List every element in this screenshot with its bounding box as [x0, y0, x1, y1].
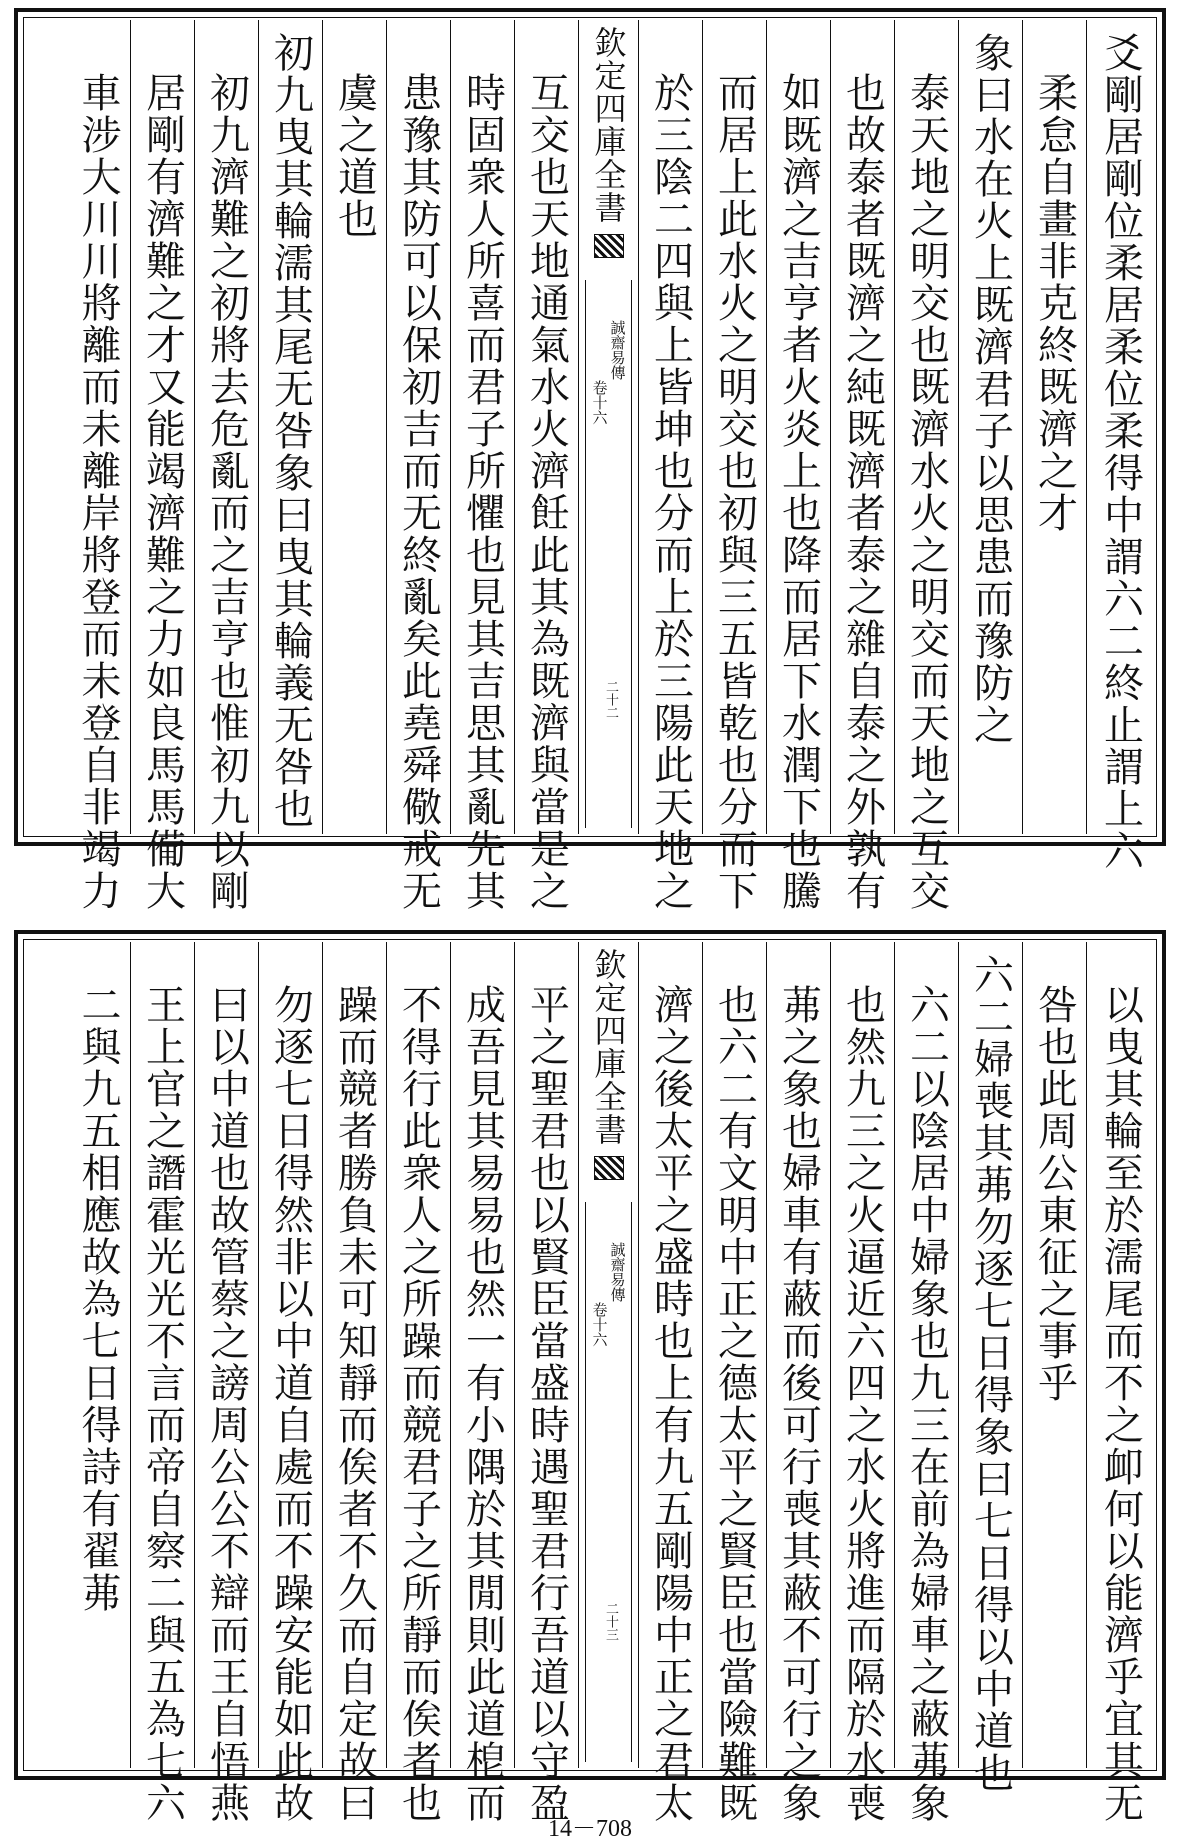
text-column [702, 942, 766, 1824]
column-text: 六二以陰居中婦象也九三在前為婦車之蔽茀象 [903, 984, 950, 1824]
column-text: 濟之後太平之盛時也上有九五剛陽中正之君太 [647, 984, 694, 1824]
column-text: 曰以中道也故管蔡之謗周公公不辯而王自悟燕 [203, 984, 250, 1824]
column-text: 如既濟之吉亨者火炎上也降而居下水潤下也騰 [775, 72, 822, 912]
column-text: 也然九三之火逼近六四之水火將進而隔於水喪 [839, 984, 886, 1824]
text-column [322, 942, 386, 1824]
column-text: 王上官之譖霍光光不言而帝自察二與五為七六 [139, 984, 186, 1824]
text-column [830, 942, 894, 1824]
text-column [894, 20, 958, 912]
text-column [702, 20, 766, 912]
text-column [322, 20, 386, 834]
text-column [514, 942, 578, 1824]
center-fold [578, 20, 638, 834]
column-text: 以曳其輪至於濡尾而不之卹何以能濟乎宜其无 [1097, 984, 1144, 1824]
text-column [450, 942, 514, 1824]
text-column [766, 20, 830, 912]
text-column [66, 942, 130, 1768]
column-text: 茀之象也婦車有蔽而後可行喪其蔽不可行之象 [775, 984, 822, 1824]
page-bottom [14, 930, 1166, 1824]
volume-label: 卷十六 [590, 380, 609, 425]
library-title: 欽定四庫全書 [589, 26, 628, 224]
text-column [386, 942, 450, 1824]
page-number: 二十三 [603, 1602, 618, 1641]
fish-tail-ornament [594, 234, 624, 258]
column-text: 躁而競者勝負未可知靜而俟者不久而自定故曰 [331, 984, 378, 1824]
page-number: 二十二 [603, 680, 618, 719]
footer-page-number: 14－708 [548, 1816, 632, 1842]
volume-label: 卷十六 [590, 1302, 609, 1347]
column-text: 也六二有文明中正之德太平之賢臣也當險難既 [711, 984, 758, 1824]
center-fold [578, 942, 638, 1768]
column-text: 車涉大川川將離而未離岸將登而未登自非竭力 [75, 72, 121, 912]
text-column [1086, 942, 1154, 1824]
column-text: 患豫其防可以保初吉而无終亂矣此堯舜儆戒无 [395, 72, 442, 912]
column-text: 於三陰二四與上皆坤也分而上於三陽此天地之 [647, 72, 694, 912]
column-text: 初九濟難之初將去危亂而之吉亨也惟初九以剛 [203, 72, 250, 912]
text-column [1022, 942, 1086, 1768]
column-text: 初九曳其輪濡其尾无咎象曰曳其輪義无咎也 [267, 32, 314, 830]
columns-top [26, 20, 1154, 912]
column-text: 平之聖君也以賢臣當盛時遇聖君行吾道以守盈 [523, 984, 570, 1824]
text-column [514, 20, 578, 912]
column-text: 互交也天地通氣水火濟飪此其為既濟與當是之 [523, 72, 570, 912]
column-text: 二與九五相應故為七日得詩有翟茀 [75, 984, 121, 1614]
text-column [194, 942, 258, 1824]
text-column [130, 942, 194, 1824]
text-column [830, 20, 894, 912]
text-column [130, 20, 194, 912]
text-column [258, 942, 322, 1824]
column-text: 不得行此衆人之所躁而競君子之所靜而俟者也 [395, 984, 442, 1824]
text-column [958, 20, 1022, 834]
columns-bottom [26, 942, 1154, 1824]
text-column [194, 20, 258, 912]
text-column [766, 942, 830, 1824]
text-column [638, 942, 702, 1824]
text-column [258, 20, 322, 834]
page-top [14, 8, 1166, 912]
text-column [450, 20, 514, 912]
column-text: 也故泰者既濟之純既濟者泰之雜自泰之外孰有 [839, 72, 886, 912]
column-text: 泰天地之明交也既濟水火之明交而天地之互交 [903, 72, 950, 912]
text-column [1022, 20, 1086, 834]
book-title: 誠齋易傳 [608, 1242, 627, 1302]
column-text: 咎也此周公東征之事乎 [1031, 984, 1078, 1404]
text-column [958, 942, 1022, 1794]
column-text: 六二婦喪其茀勿逐七日得象曰七日得以中道也 [967, 954, 1014, 1794]
text-column [894, 942, 958, 1824]
book-title: 誠齋易傳 [608, 320, 627, 380]
column-text: 柔怠自畫非克終既濟之才 [1031, 72, 1078, 534]
column-text: 象曰水在火上既濟君子以思患而豫防之 [967, 32, 1014, 746]
text-column [638, 20, 702, 912]
column-text: 爻剛居剛位柔居柔位柔得中謂六二終止謂上六 [1097, 32, 1144, 872]
text-column [386, 20, 450, 912]
column-text: 虞之道也 [331, 72, 378, 240]
column-text: 居剛有濟難之才又能竭濟難之力如良馬馬僃大 [139, 72, 186, 912]
fish-tail-ornament [594, 1156, 624, 1180]
column-text: 而居上此水火之明交也初與三五皆乾也分而下 [711, 72, 758, 912]
column-text: 成吾見其易易也然一有小隅於其閒則此道梎而 [459, 984, 506, 1824]
text-column [66, 20, 130, 912]
library-title: 欽定四庫全書 [589, 948, 628, 1146]
column-text: 時固衆人所喜而君子所懼也見其吉思其亂先其 [459, 72, 506, 912]
column-text: 勿逐七日得然非以中道自處而不躁安能如此故 [267, 984, 314, 1824]
text-column [1086, 20, 1154, 872]
